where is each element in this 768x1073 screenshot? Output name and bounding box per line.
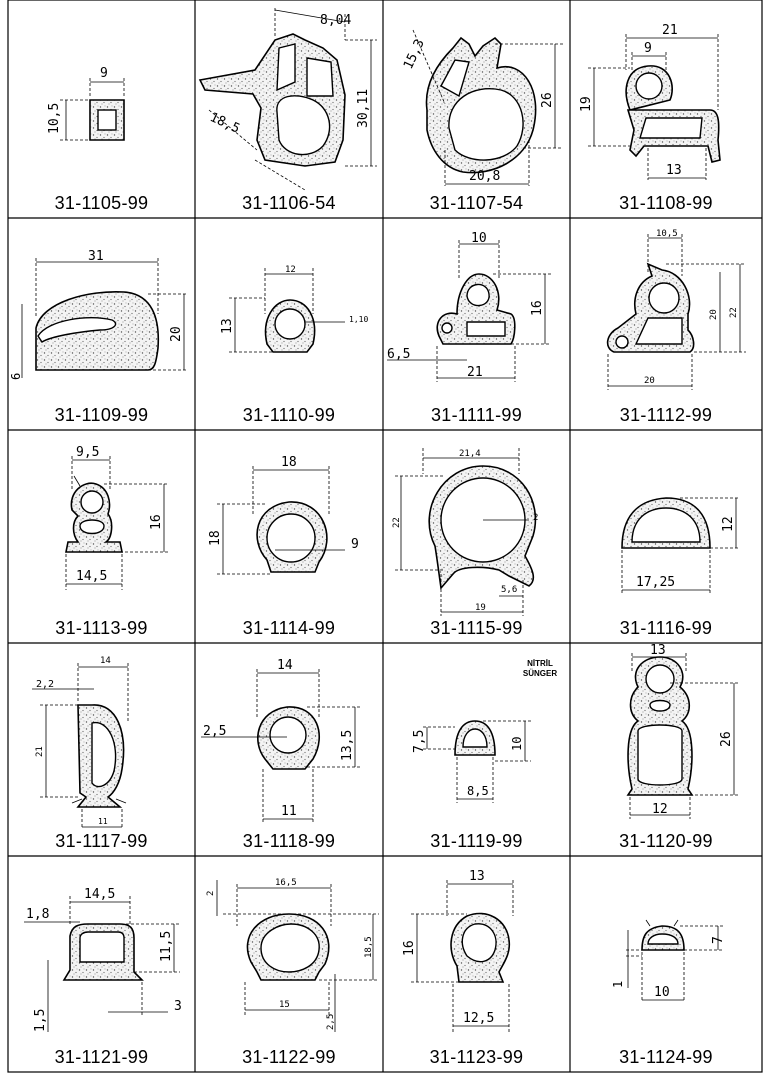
dimension-label: 19	[475, 603, 486, 613]
dimension-label: 13	[469, 869, 485, 884]
profile-code: 31-1119-99	[430, 831, 523, 851]
dimension-label: 20	[644, 376, 655, 386]
dimension-label: 15	[279, 1000, 290, 1010]
dimension-label: 14	[100, 656, 111, 666]
dimension-label: 13	[220, 318, 235, 334]
dimension-label: 12	[285, 265, 296, 275]
profile-code: 31-1123-99	[429, 1047, 524, 1067]
dimension-label: 5,6	[501, 585, 518, 595]
profile-drawing	[195, 856, 383, 1072]
dimension-label: 18,5	[364, 936, 374, 958]
profile-cell	[195, 430, 383, 643]
dimension-label: 9,5	[76, 445, 100, 460]
dimension-label: 7,5	[412, 729, 427, 753]
profile-cell	[8, 643, 195, 856]
profile-code: 31-1105-99	[54, 193, 149, 213]
dimension-label: 20,8	[469, 169, 501, 184]
profile-drawing	[8, 0, 195, 218]
dimension-label: 16,5	[275, 878, 297, 888]
dimension-label: 8,04	[320, 13, 352, 28]
profile-cell	[383, 0, 570, 218]
dimension-label: 26	[719, 731, 734, 747]
dimension-label: 20	[169, 326, 184, 342]
profile-drawing	[195, 643, 383, 856]
dimension-label: 9	[644, 41, 652, 56]
dimension-label: 22	[392, 517, 402, 528]
profile-drawing	[570, 643, 762, 856]
profile-cell	[8, 856, 195, 1072]
material-note-line: NİTRİL	[527, 659, 553, 668]
dimension-label: 2,5	[203, 724, 227, 739]
dimension-label: 8,5	[467, 784, 489, 798]
dimension-label: 10	[471, 231, 487, 246]
profile-code: 31-1108-99	[619, 193, 713, 213]
dimension-label: 21	[662, 23, 678, 38]
dimension-label: 1,5	[33, 1008, 48, 1032]
dimension-label: 10,5	[656, 229, 678, 239]
dimension-label: 21,4	[459, 449, 481, 459]
dimension-label: 6	[9, 372, 23, 380]
dimension-label: 20	[709, 309, 719, 320]
dimension-label: 18	[208, 530, 223, 546]
profile-code: 31-1116-99	[619, 618, 713, 638]
profile-code: 31-1107-54	[429, 193, 524, 213]
profile-code: 31-1114-99	[242, 618, 336, 638]
profile-code: 31-1122-99	[242, 1047, 336, 1067]
dimension-label: 10	[654, 985, 670, 1000]
dimension-label: 1	[611, 980, 625, 988]
dimension-label: 13	[666, 163, 682, 178]
profile-cell	[195, 856, 383, 1072]
profile-cell	[195, 0, 383, 218]
profile-cell	[8, 218, 195, 430]
profile-drawing	[570, 856, 762, 1072]
dimension-label: 2,5	[326, 1013, 336, 1030]
profile-drawing	[195, 0, 383, 218]
dimension-label: 12	[721, 516, 736, 532]
dimension-label: 1,8	[26, 907, 50, 922]
dimension-label: 14,5	[84, 887, 116, 902]
profile-drawing	[8, 430, 195, 643]
material-note-line: SÜNGER	[522, 669, 558, 678]
profile-drawing	[383, 856, 570, 1072]
profile-drawing	[195, 218, 383, 430]
dimension-label: 21	[467, 365, 483, 380]
dimension-label: 2	[206, 890, 216, 896]
profile-cell	[570, 218, 762, 430]
profile-drawing	[570, 218, 762, 430]
dimension-label: 13	[650, 643, 666, 658]
dimension-label: 1,10	[349, 315, 369, 324]
profile-cell	[195, 218, 383, 430]
dimension-label: 11	[98, 817, 108, 826]
profile-drawing	[570, 0, 762, 218]
dimension-label: 2,2	[36, 679, 55, 690]
profile-cell	[383, 218, 570, 430]
profile-cell	[383, 643, 570, 856]
dimension-label: 16	[530, 300, 545, 316]
dimension-label: 11	[281, 804, 297, 819]
profile-drawing	[195, 430, 383, 643]
dimension-label: 15,3	[401, 36, 428, 72]
dimension-label: 13,5	[340, 729, 355, 761]
dimension-label: 17,25	[636, 575, 676, 590]
dimension-label: 14	[277, 658, 293, 673]
profile-cell	[570, 643, 762, 856]
dimension-label: 10	[510, 736, 524, 751]
dimension-label: 6,5	[387, 347, 411, 362]
dimension-label: 2	[533, 513, 539, 523]
profile-drawing	[8, 856, 195, 1072]
profile-code: 31-1110-99	[242, 405, 336, 425]
profile-drawing	[383, 218, 570, 430]
profile-cell	[570, 856, 762, 1072]
dimension-label: 9	[100, 66, 108, 81]
profile-code: 31-1120-99	[619, 831, 713, 851]
profile-code: 31-1112-99	[619, 405, 713, 425]
dimension-label: 12	[652, 802, 668, 817]
profile-cell	[8, 0, 195, 218]
dimension-label: 26	[540, 92, 555, 108]
profile-code: 31-1109-99	[54, 405, 149, 425]
profile-code: 31-1117-99	[55, 831, 148, 851]
dimension-label: 18,5	[207, 110, 243, 137]
dimension-label: 14,5	[76, 569, 108, 584]
dimension-label: 16	[149, 514, 164, 530]
profile-drawing	[383, 430, 570, 643]
dimension-label: 19	[579, 96, 594, 112]
dimension-label: 12,5	[463, 1011, 495, 1026]
material-note	[510, 659, 570, 679]
dimension-label: 31	[88, 249, 104, 264]
dimension-label: 18	[281, 455, 297, 470]
profile-code: 31-1111-99	[430, 405, 523, 425]
dimension-label: 11,5	[159, 930, 174, 962]
dimension-label: 10,5	[47, 102, 62, 134]
profile-cell	[570, 0, 762, 218]
profile-cell	[195, 643, 383, 856]
profile-code: 31-1113-99	[55, 618, 148, 638]
profile-cell	[8, 430, 195, 643]
profile-code: 31-1106-54	[242, 193, 336, 213]
profile-cell	[570, 430, 762, 643]
profile-drawing	[8, 218, 195, 430]
profile-drawing	[383, 0, 570, 218]
dimension-label: 9	[351, 537, 359, 552]
dimension-label: 7	[711, 936, 726, 944]
dimension-label: 3	[174, 999, 182, 1014]
profile-drawing	[8, 643, 195, 856]
dimension-label: 22	[729, 307, 739, 318]
profile-cell	[383, 856, 570, 1072]
profile-cell	[383, 430, 570, 643]
dimension-label: 30,11	[356, 88, 371, 128]
dimension-label: 21	[35, 746, 45, 757]
profile-code: 31-1124-99	[619, 1047, 713, 1067]
profile-code: 31-1121-99	[54, 1047, 149, 1067]
dimension-label: 16	[402, 940, 417, 956]
profile-code: 31-1118-99	[242, 831, 336, 851]
profile-code: 31-1115-99	[430, 618, 523, 638]
profile-drawing	[570, 430, 762, 643]
